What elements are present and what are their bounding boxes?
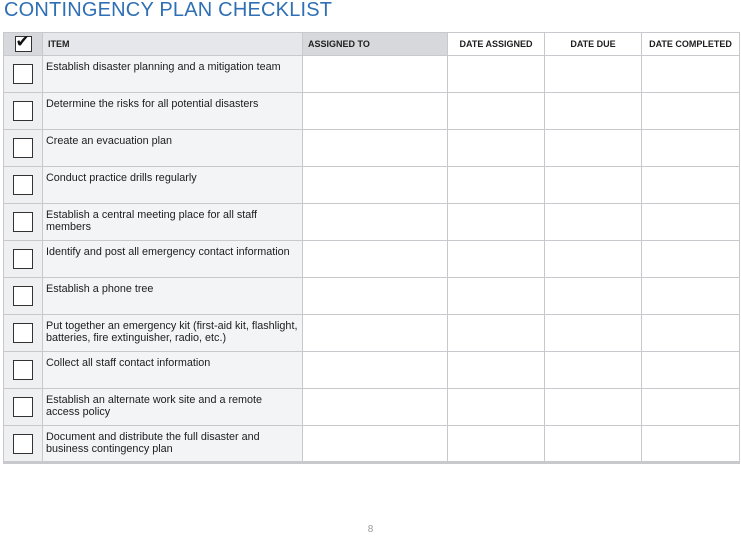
assigned-to-cell[interactable]: [303, 315, 448, 352]
date-completed-cell[interactable]: [642, 130, 740, 167]
checklist-table: [3, 32, 740, 464]
assigned-to-cell[interactable]: [303, 278, 448, 315]
date-assigned-cell[interactable]: [448, 130, 545, 167]
header-check-cell: [4, 33, 43, 56]
assigned-to-cell[interactable]: [303, 204, 448, 241]
item-text: Document and distribute the full disaster and business contingency plan: [43, 426, 303, 463]
assigned-to-cell[interactable]: [303, 167, 448, 204]
table-row: [4, 278, 740, 315]
date-due-cell[interactable]: [545, 204, 642, 241]
date-assigned-cell[interactable]: [448, 278, 545, 315]
date-completed-cell[interactable]: [642, 204, 740, 241]
page-title: CONTINGENCY PLAN CHECKLIST: [4, 0, 333, 21]
row-checkbox[interactable]: [13, 138, 33, 158]
table-row: [4, 389, 740, 426]
date-due-cell[interactable]: [545, 426, 642, 463]
item-text: Establish disaster planning and a mitigation team: [43, 56, 303, 93]
date-due-cell[interactable]: [545, 315, 642, 352]
table-row: [4, 426, 740, 463]
date-due-cell[interactable]: [545, 93, 642, 130]
item-text: Conduct practice drills regularly: [43, 167, 303, 204]
date-due-cell[interactable]: [545, 278, 642, 315]
row-checkbox[interactable]: [13, 360, 33, 380]
item-text: Collect all staff contact information: [43, 352, 303, 389]
date-due-cell[interactable]: [545, 352, 642, 389]
date-assigned-cell[interactable]: [448, 389, 545, 426]
table-row: [4, 241, 740, 278]
date-assigned-cell[interactable]: [448, 167, 545, 204]
table-row: [4, 204, 740, 241]
item-text: Establish a central meeting place for all staff members: [43, 204, 303, 241]
date-completed-cell[interactable]: [642, 278, 740, 315]
date-due-cell[interactable]: [545, 389, 642, 426]
date-assigned-cell[interactable]: [448, 315, 545, 352]
item-text: Establish an alternate work site and a remote access policy: [43, 389, 303, 426]
date-completed-cell[interactable]: [642, 389, 740, 426]
row-checkbox[interactable]: [13, 434, 33, 454]
date-assigned-cell[interactable]: [448, 241, 545, 278]
column-header-assigned-to: ASSIGNED TO: [303, 33, 448, 56]
assigned-to-cell[interactable]: [303, 241, 448, 278]
date-due-cell[interactable]: [545, 167, 642, 204]
date-due-cell[interactable]: [545, 241, 642, 278]
column-header-date-completed: DATE COMPLETED: [642, 33, 740, 56]
table-row: [4, 56, 740, 93]
date-completed-cell[interactable]: [642, 352, 740, 389]
table-row: [4, 167, 740, 204]
table-row: [4, 352, 740, 389]
assigned-to-cell[interactable]: [303, 352, 448, 389]
table-row: [4, 315, 740, 352]
row-checkbox[interactable]: [13, 64, 33, 84]
item-text: Create an evacuation plan: [43, 130, 303, 167]
checkmark-icon: ✔: [15, 32, 30, 52]
row-checkbox[interactable]: [13, 101, 33, 121]
table-header-row: [4, 33, 740, 56]
date-completed-cell[interactable]: [642, 426, 740, 463]
item-text: Put together an emergency kit (first-aid kit, flashlight, batteries, fire extinguisher, radio, etc.): [43, 315, 303, 352]
date-due-cell[interactable]: [545, 130, 642, 167]
date-assigned-cell[interactable]: [448, 93, 545, 130]
column-header-date-assigned: DATE ASSIGNED: [448, 33, 545, 56]
table-row: [4, 93, 740, 130]
assigned-to-cell[interactable]: [303, 130, 448, 167]
row-checkbox[interactable]: [13, 175, 33, 195]
date-completed-cell[interactable]: [642, 315, 740, 352]
column-header-date-due: DATE DUE: [545, 33, 642, 56]
row-checkbox[interactable]: [13, 249, 33, 269]
page-number: 8: [367, 524, 374, 535]
date-completed-cell[interactable]: [642, 93, 740, 130]
date-assigned-cell[interactable]: [448, 204, 545, 241]
date-assigned-cell[interactable]: [448, 56, 545, 93]
assigned-to-cell[interactable]: [303, 56, 448, 93]
row-checkbox[interactable]: [13, 323, 33, 343]
item-text: Determine the risks for all potential disasters: [43, 93, 303, 130]
date-completed-cell[interactable]: [642, 56, 740, 93]
row-checkbox[interactable]: [13, 397, 33, 417]
date-completed-cell[interactable]: [642, 241, 740, 278]
date-due-cell[interactable]: [545, 56, 642, 93]
column-header-item: ITEM: [43, 33, 303, 56]
date-assigned-cell[interactable]: [448, 352, 545, 389]
date-assigned-cell[interactable]: [448, 426, 545, 463]
date-completed-cell[interactable]: [642, 167, 740, 204]
assigned-to-cell[interactable]: [303, 426, 448, 463]
table-row: [4, 130, 740, 167]
row-checkbox[interactable]: [13, 212, 33, 232]
item-text: Establish a phone tree: [43, 278, 303, 315]
assigned-to-cell[interactable]: [303, 389, 448, 426]
row-checkbox[interactable]: [13, 286, 33, 306]
item-text: Identify and post all emergency contact information: [43, 241, 303, 278]
assigned-to-cell[interactable]: [303, 93, 448, 130]
